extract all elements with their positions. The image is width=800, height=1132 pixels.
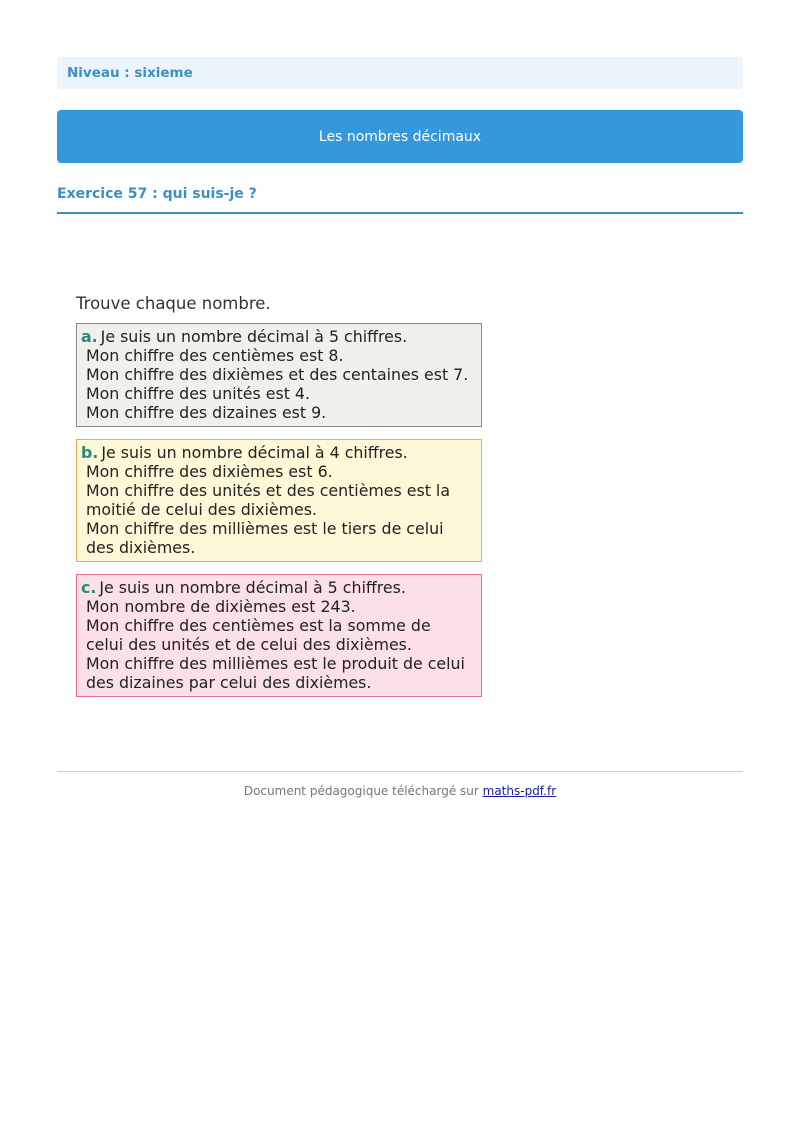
- part-c-letter: c.: [81, 578, 97, 597]
- part-a-letter: a.: [81, 327, 98, 346]
- part-b-line: [81, 443, 473, 462]
- footer-divider: [57, 771, 743, 772]
- footer-text: Document pédagogique téléchargé sur: [243, 784, 483, 798]
- exercise-intro: Trouve chaque nombre.: [76, 294, 271, 313]
- exercise-title: Exercice 57 : qui suis-je ?: [57, 186, 743, 214]
- footer: [57, 784, 743, 798]
- chapter-title: Les nombres décimaux: [318, 128, 482, 145]
- part-c-line: des dizaines par celui des dixièmes.: [86, 673, 372, 692]
- part-b-line: Mon chiffre des unités et des centièmes est la: [86, 481, 450, 500]
- part-b-letter: b.: [81, 443, 99, 462]
- part-c-box: [76, 574, 482, 697]
- chapter-title-banner: [57, 110, 743, 163]
- part-b-line: Mon chiffre des millièmes est le tiers de celui: [86, 519, 444, 538]
- part-a-line: Mon chiffre des unités est 4.: [86, 384, 310, 403]
- level-label: Niveau : sixieme: [67, 65, 193, 81]
- exercise-content: [76, 293, 496, 709]
- part-b-box: [76, 439, 482, 562]
- part-a-line: Mon chiffre des dizaines est 9.: [86, 403, 327, 422]
- part-b-text: Je suis un nombre décimal à 4 chiffres.: [101, 443, 408, 462]
- level-banner: [57, 57, 743, 89]
- part-b-line: des dixièmes.: [86, 538, 196, 557]
- footer-link[interactable]: maths-pdf.fr: [482, 784, 557, 798]
- part-a-box: [76, 323, 482, 427]
- part-c-line: Mon chiffre des millièmes est le produit de celui: [86, 654, 465, 673]
- part-c-line: celui des unités et de celui des dixièmes.: [86, 635, 412, 654]
- part-c-line: Mon chiffre des centièmes est la somme de: [86, 616, 431, 635]
- part-a-line: [81, 327, 473, 346]
- part-b-line: moitié de celui des dixièmes.: [86, 500, 317, 519]
- part-a-text: Je suis un nombre décimal à 5 chiffres.: [100, 327, 408, 346]
- part-c-line: [81, 578, 473, 597]
- part-a-line: Mon chiffre des dixièmes et des centaines est 7.: [86, 365, 469, 384]
- part-a-line: Mon chiffre des centièmes est 8.: [86, 346, 344, 365]
- part-b-line: Mon chiffre des dixièmes est 6.: [86, 462, 333, 481]
- part-c-text: Je suis un nombre décimal à 5 chiffres.: [99, 578, 406, 597]
- part-c-line: Mon nombre de dixièmes est 243.: [86, 597, 356, 616]
